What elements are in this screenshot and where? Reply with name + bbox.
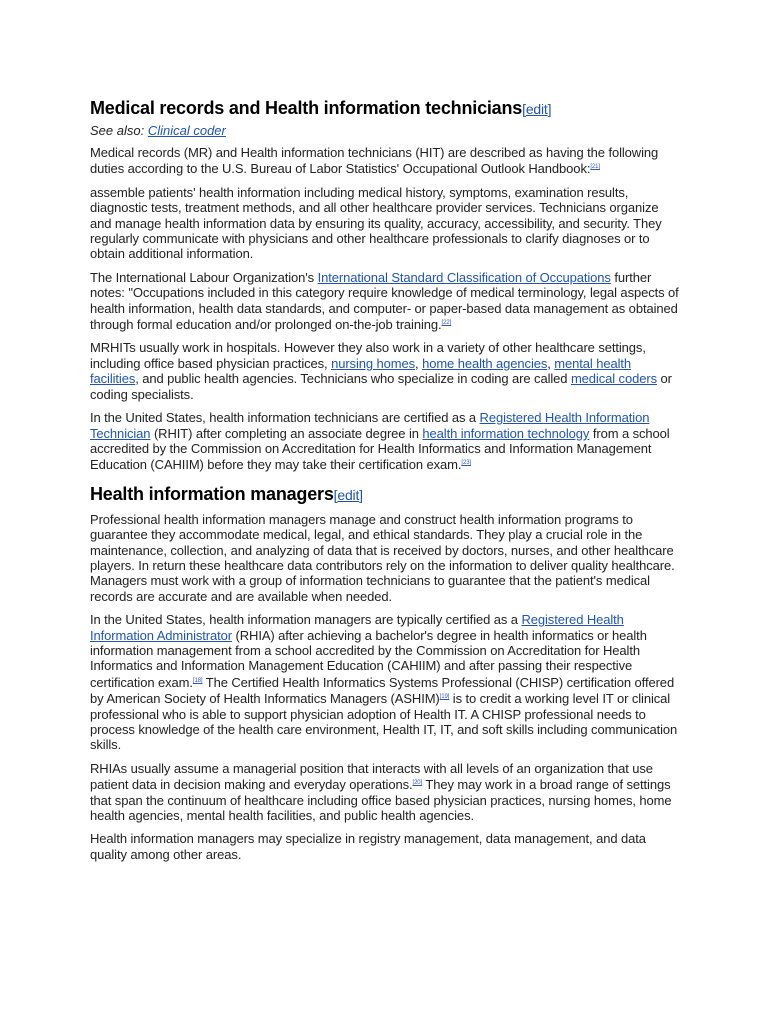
paragraph-managers-role: Professional health information managers manage and construct health information programs to guarantee they accommodate medical, legal, and ethical standards. They play a crucial role in the maintenance, collection, and analyzing of data that is received by doctors, nurses, and other healthcare players. In return these healthcare data contributors rely on the information to deliver quality healthcare. Managers must work with a group of information technicians to guarantee that the patient's medical records are accurate and are available when needed. [90,511,675,604]
paragraph-rhias-settings: RHIAs usually assume a managerial position that interacts with all levels of an organization that use patient data in decision making and everyday operations.[20] They may work in a broad range of settings that span the continuum of healthcare including office based physician practices, nursing homes, home health agencies, mental health facilities, and public health agencies. [90,760,672,824]
paragraph-specialization: Health information managers may specialize in registry management, data management, and data quality among other areas. [90,831,646,862]
mental-health-facilities-link[interactable]: mental health facilities [90,355,632,387]
paragraph-rhit: In the United States, health information technicians are certified as a Registered Health Information Technician (RHIT) after completing an associate degree in health information technology from a school accredited by the Commission on Accreditation for Health Informatics and Information Management Education (CAHIIM) before they may take their certification exam.[23] [90,410,670,473]
paragraph-duties-intro: Medical records (MR) and Health information technicians (HIT) are described as having the following duties according to the U.S. Bureau of Labor Statistics' Occupational Outlook Handbook:[21] [90,145,659,177]
rhia-link[interactable]: Registered Health Information Administrator [90,612,624,643]
reference-21[interactable]: [21] [590,164,600,171]
reference-18[interactable]: [18] [192,677,203,684]
section-heading-managers [90,483,680,506]
edit-section-link: [edit] [333,486,363,503]
section-title: Medical records and Health information technicians [90,98,523,118]
reference-23[interactable]: [23] [461,460,471,467]
article-content [90,97,680,870]
isco-link[interactable]: International Standard Classification of Occupations [317,269,611,285]
reference-19[interactable]: [19] [439,694,450,701]
nursing-homes-link[interactable]: nursing homes [331,355,416,371]
medical-coders-link[interactable]: medical coders [570,371,657,387]
home-health-agencies-link[interactable]: home health agencies [422,355,548,371]
edit-section-link: [edit] [522,101,552,117]
section-title: Health information managers [90,483,334,504]
edit-link[interactable]: edit [337,486,360,503]
clinical-coder-link[interactable]: Clinical coder [147,123,226,138]
health-information-technology-link[interactable]: health information technology [422,425,590,441]
paragraph-duties: assemble patients' health information including medical history, symptoms, examination results, diagnostic tests, treatment methods, and all other healthcare provider services. Technicians organize and manage health information data by ensuring its quality, accuracy, accessibility, and security. They regularly communicate with physicians and other healthcare professionals to clarify diagnoses or to obtain additional information. [90,184,662,262]
reference-20[interactable]: [20] [412,780,423,787]
edit-link[interactable]: edit [525,101,548,117]
paragraph-mrhits: MRHITs usually work in hospitals. However they also work in a variety of other healthcare settings, including office based physician practices, nursing homes, home health agencies, mental health facilities, and public health agencies. Technicians who specialize in coding are called medical coders or coding specialists. [90,340,672,402]
paragraph-rhia: In the United States, health information managers are typically certified as a Registered Health Information Administrator (RHIA) after achieving a bachelor's degree in health informatics or health information management from a school accredited by the Commission on Accreditation for Health Informatics and Information Management Education (CAHIIM) and after passing their respective certification exam.[18] The Certified Health Informatics Systems Professional (CHISP) certification offered by American Society of Health Informatics Managers (ASHIM)[19] is to credit a working level IT or clinical professional who is able to support physician adoption of Health IT. A CHISP professional needs to process knowledge of the health care environment, Health IT, IT, and soft skills including communication skills. [90,612,678,753]
paragraph-ilo: The International Labour Organization's International Standard Classification of Occupations further notes: "Occupations included in this category require knowledge of medical terminology, legal aspects of health information, health data standards, and computer- or paper-based data management as obtained through formal education and/or prolonged on-the-job training.[22] [90,269,679,333]
see-also-hatnote: See also: Clinical coder [90,123,226,138]
rhit-link[interactable]: Registered Health Information Technician [90,410,650,441]
reference-22[interactable]: [22] [441,320,452,327]
section-heading-technicians [90,97,680,120]
